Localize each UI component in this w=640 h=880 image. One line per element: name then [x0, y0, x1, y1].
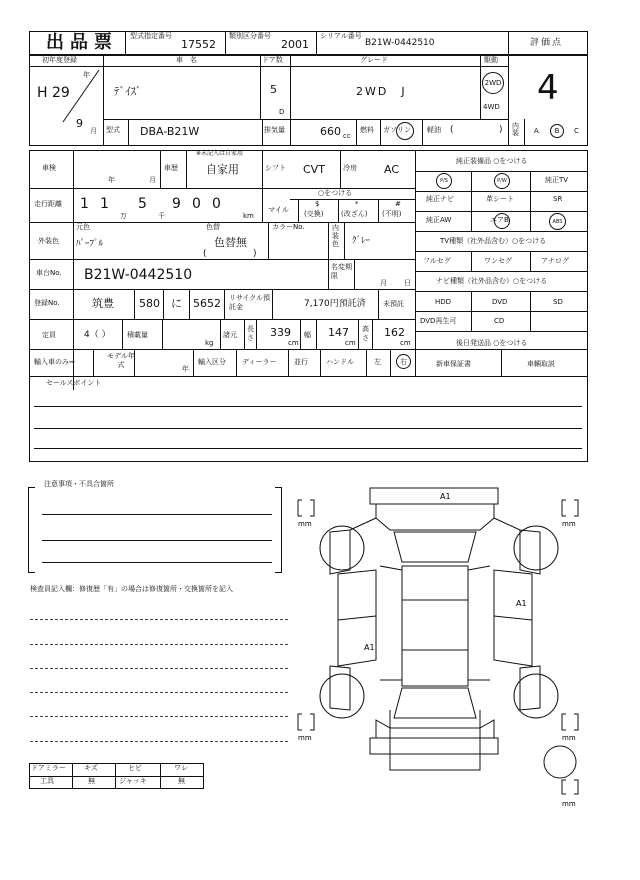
height-value: 162 [384, 326, 405, 339]
height-unit: cm [400, 339, 411, 347]
color-no-label: カラーNo. [272, 223, 305, 231]
genuine-aw: 純正AW [426, 216, 452, 224]
airbag-circle [494, 213, 510, 229]
legend-header-mirror: ドアミラー [31, 764, 66, 772]
rear-body-outline [376, 720, 494, 738]
dvd-playback: DVD再生可 [420, 317, 457, 325]
mileage-label: 走行距離 [34, 200, 62, 208]
car-name-value: ﾃﾞｲｽﾞ [114, 85, 142, 98]
genuine-tv: 純正TV [545, 176, 569, 184]
sheet-title: 出品票 [46, 32, 118, 53]
repaint-paren-open: ( [203, 249, 207, 259]
grade-value: 2WD J [356, 85, 407, 98]
bracket-rl [298, 714, 314, 730]
first-reg-month-unit: 月 [90, 127, 97, 135]
navi-type-dvd: DVD [492, 298, 508, 306]
import-label: 輸入車のみ⇒ [34, 358, 75, 366]
diesel-bracket: ( [450, 125, 454, 135]
history-value: 自家用 [206, 163, 239, 176]
mileage-mark-note: ○をつける [318, 189, 353, 197]
post-delivery-label: 後日発送品 ○をつける [456, 339, 528, 347]
genuine-navi: 純正ナビ [426, 195, 454, 203]
leather-seat: 革シート [486, 195, 514, 203]
roof [402, 566, 468, 686]
repaint-label: 色替 [206, 223, 220, 231]
mileage-digit-4: 9 [172, 196, 181, 212]
length-unit: cm [288, 339, 299, 347]
interior-grade-b: B [550, 124, 564, 138]
displacement-label: 排気量 [264, 126, 285, 134]
interior-color-value: ｸﾞﾚｰ [352, 236, 371, 246]
fuel-selected-circle [396, 122, 414, 140]
load-unit: kg [205, 339, 214, 347]
load-label: 積載量 [127, 331, 148, 339]
inspector-label: 検査員記入欄：修復歴「有」の場合は修復箇所・交換箇所を記入 [30, 585, 233, 593]
mark-right-door: A1 [516, 599, 527, 608]
legend-value-jack: ジャッキ [119, 777, 147, 785]
reg-number: 5652 [193, 297, 221, 310]
door-type: D [279, 108, 285, 116]
type-cert-label: 型式指定番号 [130, 32, 172, 40]
reg-class: 580 [139, 297, 160, 310]
chassis-label: 車台No. [36, 269, 62, 277]
height-label: 高さ [362, 325, 369, 342]
mileage-digit-1: 1 [80, 196, 89, 212]
spec-label: 諸元 [223, 331, 237, 339]
bracket-rr [562, 714, 578, 730]
unknown-text: (不明) [382, 210, 402, 218]
mm-spare: mm [562, 800, 576, 808]
displacement-value: 660 [320, 125, 341, 138]
recycle-label: リサイクル預託金 [229, 294, 271, 311]
legend-value-none-1: 無 [88, 777, 95, 785]
history-label: 車歴 [164, 164, 178, 172]
pw-circled: P/W [494, 173, 510, 189]
inspection-month-unit: 月 [149, 176, 156, 184]
name-change-label: 名変期限 [331, 263, 352, 280]
rear-bumper [370, 738, 498, 754]
eval-score: 4 [537, 68, 559, 108]
orig-color-value: ﾊﾟｰﾌﾟﾙ [76, 239, 104, 249]
abs-circled: ABS [549, 213, 566, 230]
mm-rl: mm [298, 734, 312, 742]
rear-hatch [390, 710, 480, 770]
mileage-digit-6: 0 [212, 196, 221, 212]
inspector-line-4 [30, 692, 288, 693]
notes-label: 注意事項・不具合箇所 [44, 480, 114, 488]
navi-type-label: ナビ種類（社外品含む）○をつける [436, 277, 548, 285]
doors-label: ドア数 [262, 56, 283, 64]
handle-left: 左 [374, 358, 381, 366]
front-body-outline [376, 504, 494, 530]
mark-front-bumper: A1 [440, 492, 451, 501]
width-label: 幅 [304, 331, 311, 339]
cooling-label: 冷房 [343, 164, 357, 172]
legend-header-crack: ヒビ [128, 764, 142, 772]
bracket-fr [562, 500, 578, 516]
inspection-label: 車検 [42, 164, 56, 172]
mileage-unit-sen: 千 [158, 212, 165, 220]
fuel-value: ガソリン [383, 126, 411, 134]
car-name-label: 車 名 [176, 56, 197, 64]
repaint-value: 色替無 [214, 236, 247, 249]
inspector-line-1 [30, 619, 288, 620]
cd: CD [494, 317, 505, 325]
wheel-spare [544, 746, 576, 778]
notes-bracket-left [28, 487, 35, 573]
repaint-paren-close: ) [253, 249, 257, 259]
orig-color-label: 元色 [76, 223, 90, 231]
windshield [394, 532, 476, 562]
class-no-label: 類別区分番号 [229, 32, 271, 40]
tv-type-analog: アナログ [541, 257, 569, 265]
mileage-unit-man: 万 [120, 212, 127, 220]
parallel-label: 並行 [294, 358, 308, 366]
first-reg-label: 初年度登録 [42, 56, 77, 64]
import-type-label: 輸入区分 [198, 358, 226, 366]
inspector-line-2 [30, 644, 288, 645]
exchange-symbol: $ [315, 200, 320, 208]
left-rear-fender [330, 666, 350, 710]
right-rear-fender [520, 666, 540, 710]
ps-circled: P/S [436, 173, 452, 189]
legend-header-break: ワレ [174, 764, 188, 772]
legend-header-scratch: キズ [84, 764, 98, 772]
mm-fr: mm [562, 520, 576, 528]
diesel-bracket-close: ) [499, 125, 503, 135]
legend-value-none-2: 無 [178, 777, 185, 785]
sunroof: SR [553, 195, 563, 203]
drive-4wd: 4WD [483, 103, 500, 111]
legend-value-tools: 工具 [40, 777, 54, 785]
navi-type-sd: SD [553, 298, 563, 306]
reg-kana: に [171, 297, 182, 310]
shift-label: シフト [265, 164, 286, 172]
tamper-symbol: * [355, 200, 359, 208]
model-value: DBA-B21W [140, 125, 200, 138]
wheel-front-left [320, 526, 364, 570]
name-change-month-unit: 月 [380, 279, 387, 287]
inspector-line-3 [30, 668, 288, 669]
first-reg-era: H 29 [37, 85, 70, 101]
front-bumper [370, 488, 498, 504]
unknown-symbol: # [395, 200, 401, 208]
displacement-unit: cc [343, 132, 351, 140]
rear-window [394, 688, 476, 718]
cooling-value: AC [384, 163, 400, 176]
doors-value: 5 [270, 83, 277, 96]
genuine-options-label: 純正装備品 ○をつける [456, 157, 528, 165]
history-note: ※未記入は自家用 [196, 150, 244, 157]
tv-type-one: ワンセグ [484, 257, 512, 265]
left-front-fender [330, 530, 350, 574]
mm-fl: mm [298, 520, 312, 528]
pillars [380, 566, 490, 680]
tamper-text: (改ざん) [341, 210, 368, 218]
notes-bracket-right [275, 487, 282, 573]
hood-sides [350, 518, 520, 530]
wheel-rear-left [320, 674, 364, 718]
interior-color-label: 内装色 [332, 224, 339, 248]
vehicle-manual: 車輌取説 [527, 360, 555, 368]
interior-grade-a: A [534, 127, 539, 135]
reg-area: 筑豊 [92, 297, 114, 310]
model-year-unit: 年 [182, 365, 189, 373]
mark-left-quarter: A1 [364, 643, 375, 652]
type-cert-value: 17552 [181, 38, 216, 51]
car-damage-diagram [290, 470, 590, 820]
new-car-warranty: 新車保証書 [436, 360, 471, 368]
capacity-value: 4（ ） [84, 330, 111, 340]
width-unit: cm [345, 339, 356, 347]
dealer-label: ディーラー [242, 358, 277, 366]
drive-2wd-circled: 2WD [482, 72, 504, 94]
tv-type-full: フルセグ [423, 257, 451, 265]
diesel-label: 軽油 [427, 126, 441, 134]
name-change-day-unit: 日 [404, 279, 411, 287]
navi-type-hdd: HDD [435, 298, 452, 306]
fuel-label: 燃料 [360, 126, 374, 134]
mm-rr: mm [562, 734, 576, 742]
mileage-digit-3: 5 [138, 196, 147, 212]
interior-grade-c: C [574, 127, 579, 135]
bracket-spare [562, 780, 578, 794]
handle-right-circled: 右 [396, 354, 411, 369]
recycle-value: 7,170円預託済 [304, 299, 366, 309]
wheel-rear-right [514, 674, 558, 718]
exchange-text: (交換) [304, 210, 324, 218]
width-value: 147 [328, 326, 349, 339]
mile-label: マイル [268, 206, 289, 214]
wheel-front-right [514, 526, 558, 570]
interior-label: 内装 [512, 122, 519, 137]
inspector-line-5 [30, 716, 288, 717]
model-label: 型式 [106, 126, 120, 134]
tv-type-label: TV種類（社外品含む）○をつける [440, 237, 547, 245]
first-reg-month: 9 [76, 117, 83, 130]
first-reg-year-unit: 年 [83, 71, 90, 79]
drive-label: 駆動 [484, 56, 498, 64]
handle-label: ハンドル [326, 358, 354, 366]
length-label: 長さ [247, 325, 254, 342]
sales-point-label: セールスポイント [46, 379, 102, 387]
exterior-color-label: 外装色 [38, 237, 59, 245]
mileage-digit-5: 0 [192, 196, 201, 212]
model-year-label: モデル年式 [107, 352, 135, 369]
recycle-status: 未預託 [383, 300, 404, 308]
class-no-value: 2001 [281, 38, 309, 51]
serial-label: シリアル番号 [320, 32, 362, 40]
reg-no-label: 登録No. [34, 299, 60, 307]
bracket-fl [298, 500, 314, 516]
inspector-line-6 [30, 741, 288, 742]
inspection-year-unit: 年 [108, 176, 115, 184]
mileage-digit-2: 1 [100, 196, 109, 212]
airbag: エアB [490, 216, 509, 224]
capacity-label: 定員 [42, 331, 56, 339]
mileage-unit-km: km [243, 212, 254, 220]
serial-value: B21W-0442510 [365, 38, 435, 48]
eval-label: 評価点 [530, 38, 564, 48]
length-value: 339 [270, 326, 291, 339]
right-front-fender [520, 530, 540, 574]
chassis-value: B21W-0442510 [84, 267, 193, 283]
shift-value: CVT [303, 163, 325, 176]
grade-label: グレード [360, 56, 388, 64]
